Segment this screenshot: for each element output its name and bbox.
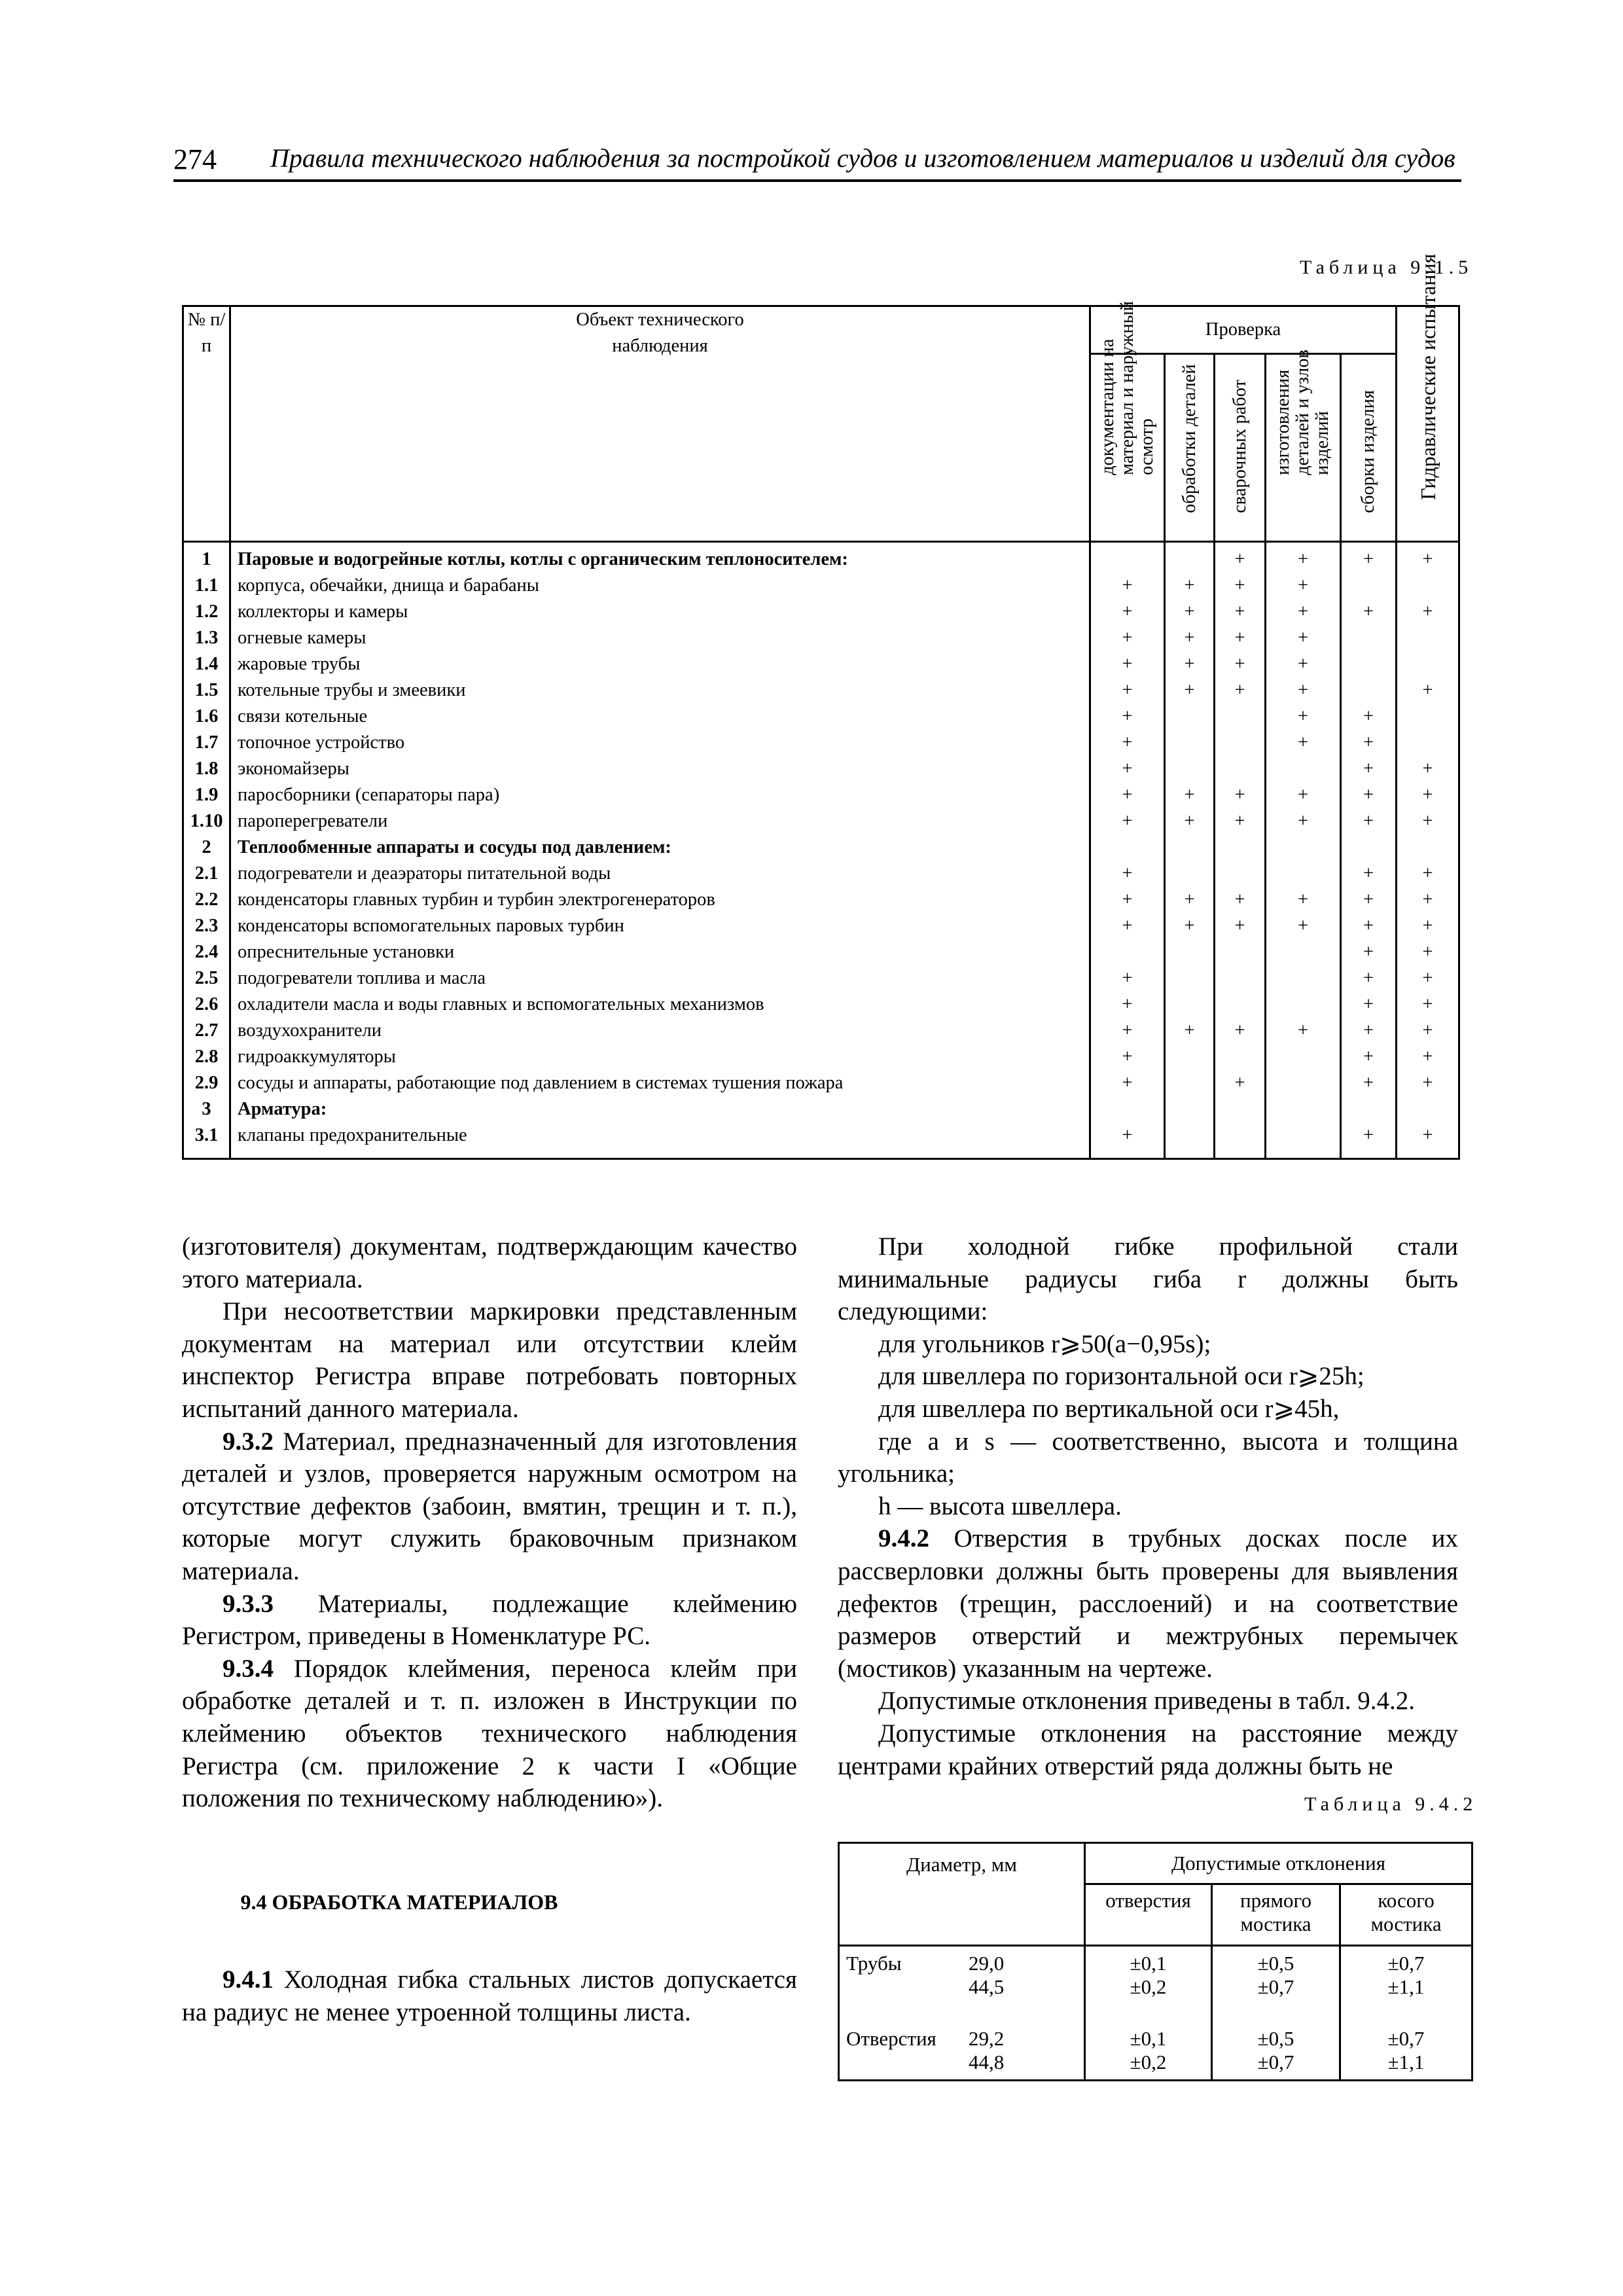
check-mark bbox=[1165, 861, 1215, 887]
check-mark: + bbox=[1090, 1018, 1165, 1044]
row-number: 1.5 bbox=[183, 677, 230, 704]
formula-channel-horizontal: для швеллера по горизонтальной оси r⩾25h; bbox=[878, 1362, 1364, 1391]
check-mark: + bbox=[1341, 965, 1397, 992]
check-mark bbox=[1215, 756, 1266, 782]
check-mark bbox=[1165, 1044, 1215, 1070]
row-object: подогреватели и деаэраторы питательной воды bbox=[230, 861, 1090, 887]
table-9-4-2-caption: Таблица 9.4.2 bbox=[1304, 1793, 1478, 1815]
check-mark: + bbox=[1215, 573, 1266, 599]
check-mark: + bbox=[1215, 651, 1266, 677]
check-mark bbox=[1266, 1122, 1341, 1159]
page-number: 274 bbox=[173, 143, 217, 175]
table-9-4-2 bbox=[838, 1842, 1473, 2081]
table-row bbox=[183, 782, 1459, 808]
check-mark bbox=[1341, 1096, 1397, 1122]
check-mark: + bbox=[1090, 1122, 1165, 1159]
check-mark bbox=[1397, 730, 1459, 756]
check-mark: + bbox=[1090, 573, 1165, 599]
table-row bbox=[183, 730, 1459, 756]
row-label-holes: Отверстия bbox=[846, 2027, 936, 2050]
check-mark: + bbox=[1397, 887, 1459, 913]
check-mark: + bbox=[1341, 756, 1397, 782]
check-mark: + bbox=[1397, 913, 1459, 939]
check-mark: + bbox=[1266, 625, 1341, 651]
check-mark: + bbox=[1090, 625, 1165, 651]
row-object: охладители масла и воды главных и вспомогательных механизмов bbox=[230, 992, 1090, 1018]
table-row bbox=[183, 1044, 1459, 1070]
check-mark bbox=[1397, 704, 1459, 730]
check-mark: + bbox=[1341, 782, 1397, 808]
row-number: 1.10 bbox=[183, 808, 230, 834]
check-mark: + bbox=[1397, 782, 1459, 808]
row-object: паросборники (сепараторы пара) bbox=[230, 782, 1090, 808]
table-row bbox=[183, 834, 1459, 861]
row-number: 2 bbox=[183, 834, 230, 861]
para-right-2: где a и s — соответственно, высота и толщина угольника; bbox=[838, 1427, 1458, 1488]
check-mark: + bbox=[1215, 1070, 1266, 1096]
row-number: 1.6 bbox=[183, 704, 230, 730]
row-object: конденсаторы главных турбин и турбин электрогенераторов bbox=[230, 887, 1090, 913]
check-mark: + bbox=[1397, 542, 1459, 573]
check-mark: + bbox=[1165, 599, 1215, 625]
check-mark: + bbox=[1341, 939, 1397, 965]
check-mark bbox=[1165, 834, 1215, 861]
row-object: котельные трубы и змеевики bbox=[230, 677, 1090, 704]
row-number: 3.1 bbox=[183, 1122, 230, 1159]
formula-angles: для угольников r⩾50(a−0,95s); bbox=[878, 1329, 1211, 1358]
check-mark bbox=[1165, 756, 1215, 782]
check-mark: + bbox=[1090, 965, 1165, 992]
check-mark: + bbox=[1266, 730, 1341, 756]
row-object: топочное устройство bbox=[230, 730, 1090, 756]
running-title: Правила технического наблюдения за постройкой судов и изготовлением материалов и изделий для судов bbox=[270, 143, 1455, 173]
check-mark bbox=[1165, 1070, 1215, 1096]
col-head-machining: обработки деталей bbox=[1165, 354, 1215, 542]
row-object: клапаны предохранительные bbox=[230, 1122, 1090, 1159]
check-mark: + bbox=[1266, 704, 1341, 730]
check-mark: + bbox=[1397, 1018, 1459, 1044]
row-number: 1.2 bbox=[183, 599, 230, 625]
check-mark: + bbox=[1215, 1018, 1266, 1044]
row-number: 2.7 bbox=[183, 1018, 230, 1044]
col-head-assembly: сборки изделия bbox=[1341, 354, 1397, 542]
row-number: 1.4 bbox=[183, 651, 230, 677]
check-mark: + bbox=[1165, 651, 1215, 677]
col-head-manufacturing: изготовления деталей и узлов изделий bbox=[1266, 354, 1341, 542]
para-9-3-4: 9.3.4 Порядок клеймения, переноса клейм при обработке деталей и т. п. изложен в Инструкции по клеймению объектов технического наблюдения Регистра (см. приложение 2 к части I «Общие положения по техническому наблюдению»). bbox=[182, 1654, 797, 1813]
check-mark: + bbox=[1266, 913, 1341, 939]
check-mark: + bbox=[1341, 808, 1397, 834]
check-mark: + bbox=[1397, 939, 1459, 965]
check-mark: + bbox=[1341, 1122, 1397, 1159]
check-mark: + bbox=[1397, 1044, 1459, 1070]
check-mark: + bbox=[1215, 808, 1266, 834]
check-mark: + bbox=[1266, 599, 1341, 625]
head-straight-bridge: прямого мостика bbox=[1212, 1884, 1340, 1946]
check-mark bbox=[1341, 573, 1397, 599]
check-mark bbox=[1266, 861, 1341, 887]
check-mark bbox=[1397, 651, 1459, 677]
table-row bbox=[183, 1070, 1459, 1096]
row-object: жаровые трубы bbox=[230, 651, 1090, 677]
table-row bbox=[183, 1018, 1459, 1044]
table-row bbox=[183, 808, 1459, 834]
para-right-1: При холодной гибке профильной стали минимальные радиусы гиба r должны быть следующими: bbox=[838, 1232, 1458, 1326]
check-mark: + bbox=[1397, 861, 1459, 887]
check-mark: + bbox=[1266, 887, 1341, 913]
check-mark: + bbox=[1215, 887, 1266, 913]
check-mark bbox=[1266, 1096, 1341, 1122]
left-column-lower bbox=[182, 1964, 797, 2028]
check-mark: + bbox=[1341, 1018, 1397, 1044]
check-mark bbox=[1215, 834, 1266, 861]
row-object: Арматура: bbox=[230, 1096, 1090, 1122]
col-head-welding: сварочных работ bbox=[1215, 354, 1266, 542]
row-number: 2.3 bbox=[183, 913, 230, 939]
table-row bbox=[183, 887, 1459, 913]
check-mark: + bbox=[1397, 808, 1459, 834]
para-9-4-2: 9.4.2 Отверстия в трубных досках после их рассверловки должны быть проверены для выявления дефектов (трещин, расслоений) и на соответствие размеров отверстий и межтрубных перемычек (мостиков) указанным на чертеже. bbox=[838, 1524, 1458, 1683]
check-mark: + bbox=[1266, 651, 1341, 677]
check-mark: + bbox=[1397, 965, 1459, 992]
check-mark: + bbox=[1090, 756, 1165, 782]
header-rule bbox=[173, 179, 1461, 182]
check-mark: + bbox=[1397, 756, 1459, 782]
para-left-1: (изготовителя) документам, подтверждающим качество этого материала. bbox=[182, 1232, 797, 1293]
row-number: 1.1 bbox=[183, 573, 230, 599]
para-right-3: h — высота швеллера. bbox=[878, 1492, 1122, 1520]
check-mark bbox=[1215, 939, 1266, 965]
check-mark: + bbox=[1266, 1018, 1341, 1044]
check-mark: + bbox=[1090, 887, 1165, 913]
check-mark bbox=[1165, 965, 1215, 992]
check-mark: + bbox=[1266, 573, 1341, 599]
check-mark bbox=[1165, 992, 1215, 1018]
table-row bbox=[183, 939, 1459, 965]
para-right-6: Допустимые отклонения на расстояние между центрами крайних отверстий ряда должны быть не bbox=[838, 1719, 1458, 1780]
check-mark bbox=[1215, 861, 1266, 887]
check-mark bbox=[1215, 730, 1266, 756]
row-object: связи котельные bbox=[230, 704, 1090, 730]
check-mark bbox=[1397, 1096, 1459, 1122]
table-row bbox=[183, 1096, 1459, 1122]
col-head-num: № п/п bbox=[183, 306, 230, 542]
table-row bbox=[183, 677, 1459, 704]
check-mark: + bbox=[1215, 782, 1266, 808]
table-row: Трубы 29,0 44,5 ±0,1 ±0,2 ±0,5 ±0,7 ±0,7 ±1,1 bbox=[839, 1946, 1472, 2000]
check-mark bbox=[1165, 704, 1215, 730]
table-row bbox=[183, 625, 1459, 651]
row-number: 1 bbox=[183, 542, 230, 573]
col-head-documentation: документации на материал и наружный осмотр bbox=[1090, 354, 1165, 542]
row-number: 2.8 bbox=[183, 1044, 230, 1070]
check-mark bbox=[1215, 965, 1266, 992]
row-object: Теплообменные аппараты и сосуды под давлением: bbox=[230, 834, 1090, 861]
row-number: 2.5 bbox=[183, 965, 230, 992]
check-mark: + bbox=[1215, 599, 1266, 625]
check-mark bbox=[1266, 756, 1341, 782]
table-row bbox=[183, 542, 1459, 573]
check-mark bbox=[1090, 542, 1165, 573]
table-row: Отверстия 29,2 44,8 ±0,1 ±0,2 ±0,5 ±0,7 ±0,7 ±1,1 bbox=[839, 2000, 1472, 2081]
right-column bbox=[838, 1230, 1458, 1782]
row-number: 1.9 bbox=[183, 782, 230, 808]
para-9-3-3: 9.3.3 Материалы, подлежащие клеймению Регистром, приведены в Номенклатуре РС. bbox=[182, 1589, 797, 1651]
para-9-3-2: 9.3.2 Материал, предназначенный для изготовления деталей и узлов, проверяется наружным осмотром на отсутствие дефектов (забоин, вмятин, трещин и т. п.), которые могут служить браковочным признаком материала. bbox=[182, 1427, 797, 1585]
table-row bbox=[183, 651, 1459, 677]
check-mark bbox=[1165, 939, 1215, 965]
check-mark: + bbox=[1090, 651, 1165, 677]
check-mark: + bbox=[1165, 1018, 1215, 1044]
check-mark bbox=[1165, 1096, 1215, 1122]
check-mark: + bbox=[1341, 1070, 1397, 1096]
check-mark: + bbox=[1090, 861, 1165, 887]
row-object: экономайзеры bbox=[230, 756, 1090, 782]
formula-channel-vertical: для швеллера по вертикальной оси r⩾45h, bbox=[878, 1394, 1340, 1423]
row-number: 2.9 bbox=[183, 1070, 230, 1096]
check-mark: + bbox=[1165, 573, 1215, 599]
check-mark: + bbox=[1266, 782, 1341, 808]
check-mark bbox=[1341, 834, 1397, 861]
col-head-object: Объект технического наблюдения bbox=[230, 306, 1090, 542]
check-mark bbox=[1397, 625, 1459, 651]
row-object: пароперегреватели bbox=[230, 808, 1090, 834]
row-object: сосуды и аппараты, работающие под давлением в системах тушения пожара bbox=[230, 1070, 1090, 1096]
section-heading-9-4: 9.4 ОБРАБОТКА МАТЕРИАЛОВ bbox=[240, 1890, 558, 1914]
check-mark bbox=[1266, 965, 1341, 992]
row-object: воздухохранители bbox=[230, 1018, 1090, 1044]
check-mark: + bbox=[1341, 861, 1397, 887]
check-mark bbox=[1165, 730, 1215, 756]
check-mark: + bbox=[1165, 887, 1215, 913]
row-object: подогреватели топлива и масла bbox=[230, 965, 1090, 992]
table-row bbox=[183, 965, 1459, 992]
check-mark: + bbox=[1266, 542, 1341, 573]
check-mark bbox=[1397, 573, 1459, 599]
check-mark bbox=[1341, 651, 1397, 677]
check-mark bbox=[1215, 1096, 1266, 1122]
check-mark: + bbox=[1090, 704, 1165, 730]
table-row bbox=[183, 573, 1459, 599]
check-mark bbox=[1266, 939, 1341, 965]
check-mark: + bbox=[1266, 677, 1341, 704]
check-mark: + bbox=[1341, 913, 1397, 939]
check-mark bbox=[1215, 1122, 1266, 1159]
check-mark bbox=[1215, 704, 1266, 730]
check-mark: + bbox=[1341, 542, 1397, 573]
check-mark: + bbox=[1341, 992, 1397, 1018]
table-row bbox=[183, 861, 1459, 887]
check-mark: + bbox=[1341, 887, 1397, 913]
row-number: 2.1 bbox=[183, 861, 230, 887]
check-mark: + bbox=[1165, 677, 1215, 704]
row-number: 3 bbox=[183, 1096, 230, 1122]
check-mark: + bbox=[1090, 782, 1165, 808]
table-row bbox=[183, 1122, 1459, 1159]
row-number: 2.2 bbox=[183, 887, 230, 913]
para-left-2: При несоответствии маркировки представленным документам на материал или отсутствии клейм инспектор Регистра вправе потребовать повторных испытаний данного материала. bbox=[182, 1297, 797, 1423]
check-mark: + bbox=[1090, 1044, 1165, 1070]
table-row bbox=[183, 704, 1459, 730]
check-mark: + bbox=[1090, 992, 1165, 1018]
check-mark: + bbox=[1397, 992, 1459, 1018]
table-row bbox=[183, 992, 1459, 1018]
row-number: 1.8 bbox=[183, 756, 230, 782]
check-mark bbox=[1341, 625, 1397, 651]
check-mark: + bbox=[1165, 913, 1215, 939]
row-object: коллекторы и камеры bbox=[230, 599, 1090, 625]
check-mark: + bbox=[1397, 677, 1459, 704]
row-object: опреснительные установки bbox=[230, 939, 1090, 965]
row-number: 1.3 bbox=[183, 625, 230, 651]
row-object: корпуса, обечайки, днища и барабаны bbox=[230, 573, 1090, 599]
table-row bbox=[183, 599, 1459, 625]
check-mark: + bbox=[1090, 599, 1165, 625]
row-number: 2.4 bbox=[183, 939, 230, 965]
check-mark: + bbox=[1165, 625, 1215, 651]
row-number: 1.7 bbox=[183, 730, 230, 756]
check-mark bbox=[1266, 1044, 1341, 1070]
row-object: гидроаккумуляторы bbox=[230, 1044, 1090, 1070]
check-mark: + bbox=[1341, 1044, 1397, 1070]
check-mark: + bbox=[1215, 542, 1266, 573]
check-mark bbox=[1341, 677, 1397, 704]
check-mark: + bbox=[1215, 677, 1266, 704]
head-oblique-bridge: косого мостика bbox=[1340, 1884, 1472, 1946]
check-mark: + bbox=[1090, 677, 1165, 704]
table-row bbox=[183, 913, 1459, 939]
check-mark bbox=[1266, 1070, 1341, 1096]
check-mark bbox=[1266, 834, 1341, 861]
check-mark bbox=[1090, 834, 1165, 861]
check-mark: + bbox=[1215, 625, 1266, 651]
check-mark: + bbox=[1341, 704, 1397, 730]
check-mark: + bbox=[1397, 1122, 1459, 1159]
row-object: конденсаторы вспомогательных паровых турбин bbox=[230, 913, 1090, 939]
check-mark bbox=[1090, 1096, 1165, 1122]
left-column bbox=[182, 1230, 797, 1815]
head-diameter: Диаметр, мм bbox=[839, 1843, 1085, 1946]
check-mark: + bbox=[1165, 808, 1215, 834]
check-mark: + bbox=[1215, 913, 1266, 939]
head-deviations: Допустимые отклонения bbox=[1085, 1843, 1472, 1884]
row-object: Паровые и водогрейные котлы, котлы с органическим теплоносителем: bbox=[230, 542, 1090, 573]
row-label-pipes: Трубы bbox=[846, 1952, 902, 1975]
check-mark: + bbox=[1090, 808, 1165, 834]
row-number: 2.6 bbox=[183, 992, 230, 1018]
table-9-1-5-caption: Таблица 9.1.5 bbox=[1300, 257, 1473, 278]
check-mark bbox=[1090, 939, 1165, 965]
check-mark bbox=[1397, 834, 1459, 861]
check-mark: + bbox=[1397, 599, 1459, 625]
check-mark bbox=[1266, 992, 1341, 1018]
table-row bbox=[183, 756, 1459, 782]
col-head-check: Проверка bbox=[1090, 306, 1397, 354]
head-hole: отверстия bbox=[1085, 1884, 1212, 1946]
running-header bbox=[173, 143, 1461, 182]
para-right-5: Допустимые отклонения приведены в табл. 9.4.2. bbox=[878, 1687, 1415, 1715]
check-mark: + bbox=[1341, 730, 1397, 756]
check-mark bbox=[1165, 542, 1215, 573]
check-mark: + bbox=[1090, 913, 1165, 939]
check-mark: + bbox=[1266, 808, 1341, 834]
col-head-hydro: Гидравлические испытания bbox=[1397, 306, 1459, 542]
check-mark: + bbox=[1341, 599, 1397, 625]
check-mark bbox=[1165, 1122, 1215, 1159]
check-mark: + bbox=[1090, 730, 1165, 756]
para-9-4-1: 9.4.1 Холодная гибка стальных листов допускается на радиус не менее утроенной толщины листа. bbox=[182, 1965, 797, 2026]
check-mark: + bbox=[1165, 782, 1215, 808]
check-mark bbox=[1215, 992, 1266, 1018]
check-mark bbox=[1215, 1044, 1266, 1070]
check-mark: + bbox=[1090, 1070, 1165, 1096]
row-object: огневые камеры bbox=[230, 625, 1090, 651]
check-mark: + bbox=[1397, 1070, 1459, 1096]
